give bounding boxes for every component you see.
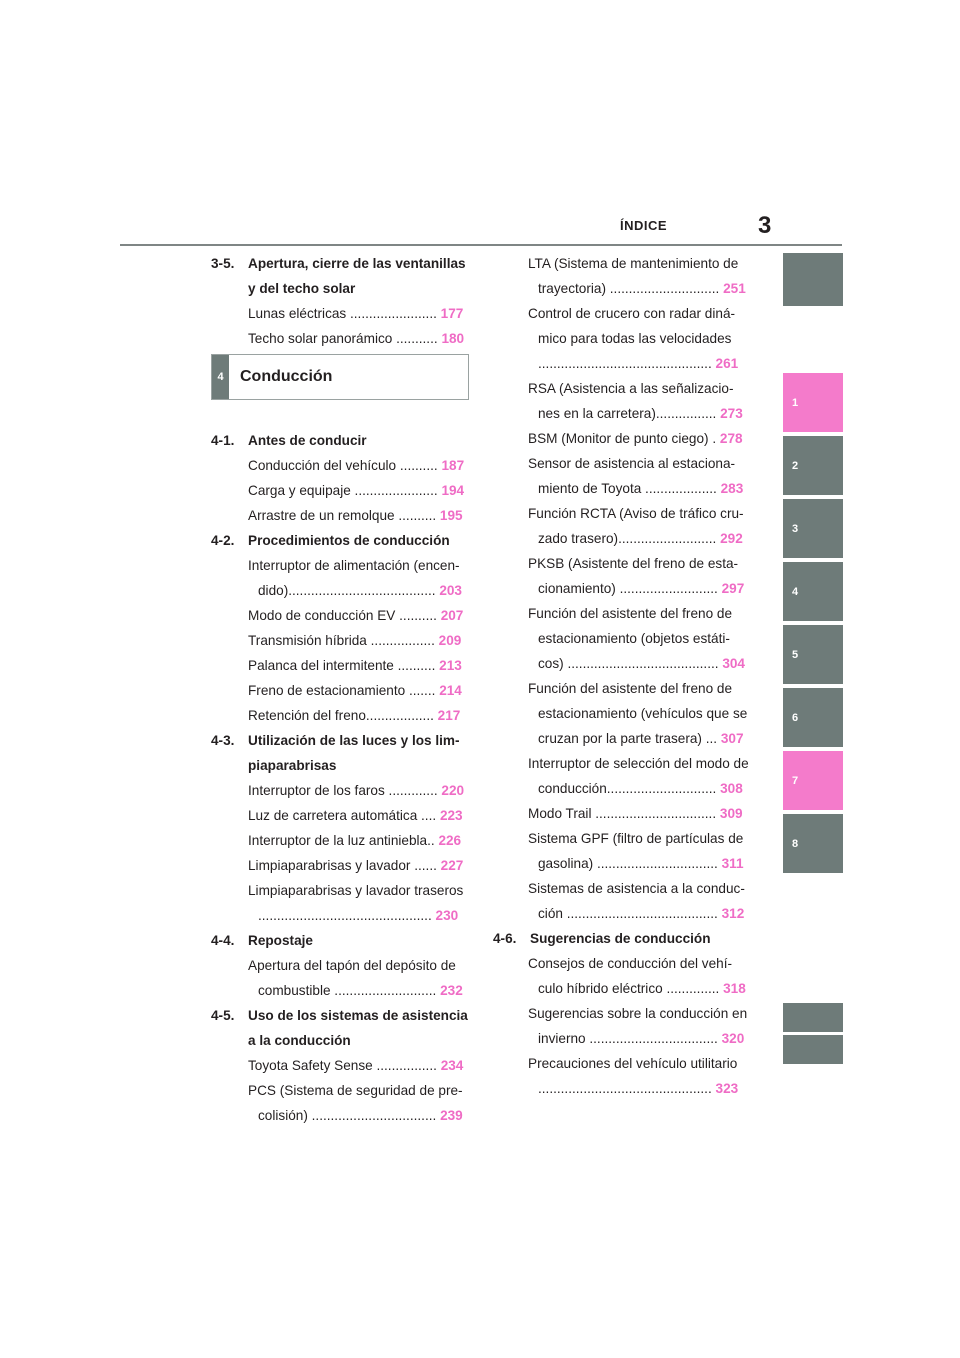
page-link[interactable]: 220 [441,783,465,798]
entry-text: Palanca del intermitente .......... [248,658,436,673]
section-title: Repostaje [248,933,313,948]
entry-text: PKSB (Asistente del freno de esta- [528,556,739,571]
entry-text: Sugerencias sobre la conducción en [528,1006,748,1021]
tab-chapter-5[interactable] [783,625,843,684]
entry-text: Limpiaparabrisas y lavador traseros [248,883,464,898]
toc-entry[interactable] [528,554,753,599]
toc-column-right [493,254,753,1099]
page-link[interactable]: 180 [441,331,465,346]
toc-entry[interactable] [528,604,753,674]
page-link[interactable]: 226 [438,833,462,848]
page-link[interactable]: 207 [440,608,464,623]
chapter-number: 4 [212,355,229,399]
page-link[interactable]: 230 [435,908,459,923]
toc-entry[interactable] [248,1081,471,1126]
page-link[interactable]: 195 [439,508,463,523]
entry-text-cont: nes en la carretera)................ [538,406,717,421]
section-heading [493,929,753,949]
section-heading [211,931,471,951]
toc-entry[interactable] [528,254,753,299]
section-number: 4-2. [211,533,235,548]
tab-blank-bottom-1[interactable] [783,1003,843,1032]
entry-text-cont: estacionamiento (objetos estáti- [538,631,730,646]
section-number: 3-5. [211,256,235,271]
page-link[interactable]: 214 [439,683,462,698]
toc-entry[interactable] [248,304,471,324]
toc-entry[interactable] [248,506,471,526]
tab-blank-bottom-2[interactable] [783,1035,843,1064]
entry-text-cont: .............................................. [538,356,712,371]
page-link[interactable]: 177 [440,306,464,321]
toc-entry[interactable] [528,804,753,824]
page-link[interactable]: 278 [719,431,743,446]
entry-text-cont: dido)....................................... [258,583,436,598]
page-link[interactable]: 318 [723,981,746,996]
entry-text: Freno de estacionamiento ....... [248,683,436,698]
page-number: 3 [758,212,772,239]
toc-entry[interactable] [248,881,471,926]
entry-text: Consejos de conducción del vehí- [528,956,733,971]
section-number: 4-3. [211,733,235,748]
entry-text-cont: invierno .................................. [538,1031,718,1046]
tab-label: 8 [792,837,799,850]
toc-entry[interactable] [528,1004,753,1049]
toc-entry[interactable] [248,806,471,826]
entry-text-cont: trayectoria) ............................. [538,281,720,296]
page-link[interactable]: 292 [720,531,743,546]
entry-text-cont: miento de Toyota ................... [538,481,717,496]
entry-text-cont: cionamiento) .......................... [538,581,718,596]
entry-text-cont: .............................................. [538,1081,712,1096]
toc-entry[interactable] [248,631,471,651]
entry-text-cont: mico para todas las velocidades [538,331,732,346]
tab-chapter-3[interactable] [783,499,843,558]
section-heading [211,731,471,776]
section-heading [211,431,471,451]
chapter-title: Conducción [240,368,333,385]
page-link[interactable]: 311 [721,856,744,871]
entry-text: Lunas eléctricas ....................... [248,306,437,321]
entry-text: BSM (Monitor de punto ciego) . [528,431,717,446]
page-link[interactable]: 223 [439,808,463,823]
page-link[interactable]: 187 [441,458,465,473]
toc-entry[interactable] [248,606,471,626]
entry-text: Sistema GPF (filtro de partículas de [528,831,744,846]
page-link[interactable]: 209 [438,633,462,648]
section-title: Apertura, cierre de las ventanillas [248,256,466,271]
entry-text: PCS (Sistema de seguridad de pre- [248,1083,463,1098]
page-link[interactable]: 283 [720,481,744,496]
entry-text: Retención del freno.................. [248,708,434,723]
section-title-cont: piaparabrisas [248,758,337,773]
toc-entry[interactable] [248,481,471,501]
entry-text: Interruptor de los faros ............. [248,783,438,798]
tab-label: 1 [792,396,799,409]
toc-entry[interactable] [248,456,471,476]
page-link[interactable]: 261 [715,356,739,371]
entry-text-cont: colisión) ................................. [258,1108,437,1123]
header-title: ÍNDICE [620,218,668,233]
tab-label: 5 [792,648,799,661]
entry-text-cont: conducción............................. [538,781,717,796]
entry-text-cont: gasolina) ................................ [538,856,718,871]
entry-text: LTA (Sistema de mantenimiento de [528,256,739,271]
toc-entry[interactable] [248,706,471,726]
page-link[interactable]: 307 [720,731,744,746]
section-title-cont: y del techo solar [248,281,356,296]
entry-text-cont: cruzan por la parte trasera) ... [538,731,718,746]
tab-label: 6 [792,711,799,724]
page-link[interactable]: 217 [437,708,461,723]
section-heading [211,254,471,299]
toc-entry[interactable] [248,831,471,851]
page-link[interactable]: 234 [440,1058,464,1073]
section-title: Uso de los sistemas de asistencia [248,1008,468,1023]
toc-entry[interactable] [528,829,753,874]
toc-entry[interactable] [528,879,753,924]
entry-text: Arrastre de un remolque .......... [248,508,437,523]
toc-entry[interactable] [528,954,753,999]
section-title: Utilización de las luces y los lim- [248,733,460,748]
tab-label: 4 [792,585,799,598]
page-link[interactable]: 213 [439,658,462,673]
entry-text-cont: estacionamiento (vehículos que se [538,706,748,721]
tab-label: 3 [792,522,799,535]
entry-text: Toyota Safety Sense ................ [248,1058,437,1073]
page-link[interactable]: 308 [720,781,743,796]
entry-text: Interruptor de selección del modo de [528,756,749,771]
page-link[interactable]: 312 [721,906,745,921]
section-number: 4-1. [211,433,235,448]
entry-text: Función RCTA (Aviso de tráfico cru- [528,506,744,521]
toc-entry[interactable] [248,556,471,601]
section-number: 4-6. [493,931,517,946]
toc-entry[interactable] [248,329,471,349]
toc-entry[interactable] [528,754,753,799]
entry-text: Sistemas de asistencia a la conduc- [528,881,745,896]
entry-text: Luz de carretera automática .... [248,808,437,823]
entry-text: Modo de conducción EV .......... [248,608,437,623]
tab-chapter-7[interactable] [783,751,843,810]
toc-entry[interactable] [248,781,471,801]
entry-text-cont: .............................................. [258,908,432,923]
tab-chapter-8[interactable] [783,814,843,873]
toc-entry[interactable] [528,454,753,499]
toc-entry[interactable] [248,681,471,701]
entry-text: Función del asistente del freno de [528,681,733,696]
tab-chapter-2[interactable] [783,436,843,495]
page-link[interactable]: 273 [720,406,743,421]
entry-text: Limpiaparabrisas y lavador ...... [248,858,437,873]
tab-chapter-4[interactable] [783,562,843,621]
entry-text: Conducción del vehículo .......... [248,458,438,473]
entry-text: Apertura del tapón del depósito de [248,958,456,973]
section-number: 4-4. [211,933,235,948]
entry-text: Transmisión híbrida ................. [248,633,435,648]
toc-entry[interactable] [528,504,753,549]
toc-entry[interactable] [248,1056,471,1076]
entry-text: Techo solar panorámico ........... [248,331,438,346]
entry-text-cont: ción ........................................ [538,906,718,921]
tab-label: 2 [792,459,799,472]
page-link[interactable]: 304 [722,656,745,671]
entry-text: Precauciones del vehículo utilitario [528,1056,738,1071]
header-divider [120,244,842,246]
entry-text: Función del asistente del freno de [528,606,733,621]
toc-entry[interactable] [528,304,753,374]
toc-entry[interactable] [528,1054,753,1099]
tab-chapter-6[interactable] [783,688,843,747]
page-link[interactable]: 309 [719,806,743,821]
entry-text: Interruptor de la luz antiniebla.. [248,833,435,848]
page-link[interactable]: 297 [721,581,745,596]
entry-text-cont: cos) ........................................ [538,656,719,671]
entry-text: RSA (Asistencia a las señalizacio- [528,381,734,396]
page-link[interactable]: 320 [721,1031,745,1046]
entry-text: Modo Trail ................................ [528,806,717,821]
toc-entry[interactable] [528,679,753,749]
entry-text: Sensor de asistencia al estaciona- [528,456,736,471]
toc-entry[interactable] [248,856,471,876]
entry-text: Interruptor de alimentación (encen- [248,558,460,573]
page-link[interactable]: 232 [440,983,463,998]
page-link[interactable]: 323 [715,1081,739,1096]
toc-entry[interactable] [528,379,753,424]
entry-text: Carga y equipaje ...................... [248,483,438,498]
section-title: Antes de conducir [248,433,367,448]
chapter-heading [211,354,469,400]
entry-text-cont: combustible ........................... [258,983,437,998]
page-link[interactable]: 251 [723,281,746,296]
page-link[interactable]: 203 [439,583,462,598]
page-link[interactable]: 227 [440,858,464,873]
section-title-cont: a la conducción [248,1033,351,1048]
tab-label: 7 [792,774,799,787]
entry-text: Control de crucero con radar diná- [528,306,736,321]
section-heading [211,531,471,551]
entry-text-cont: zado trasero).......................... [538,531,717,546]
section-heading [211,1006,471,1051]
toc-entry[interactable] [248,656,471,676]
section-number: 4-5. [211,1008,235,1023]
tab-blank-top[interactable] [783,253,843,306]
entry-text-cont: culo híbrido eléctrico .............. [538,981,720,996]
page-link[interactable]: 239 [440,1108,463,1123]
section-title: Sugerencias de conducción [530,931,711,946]
section-title: Procedimientos de conducción [248,533,450,548]
page-link[interactable]: 194 [441,483,465,498]
toc-entry[interactable] [248,956,471,1001]
toc-entry[interactable] [528,429,753,449]
tab-chapter-1[interactable] [783,373,843,432]
